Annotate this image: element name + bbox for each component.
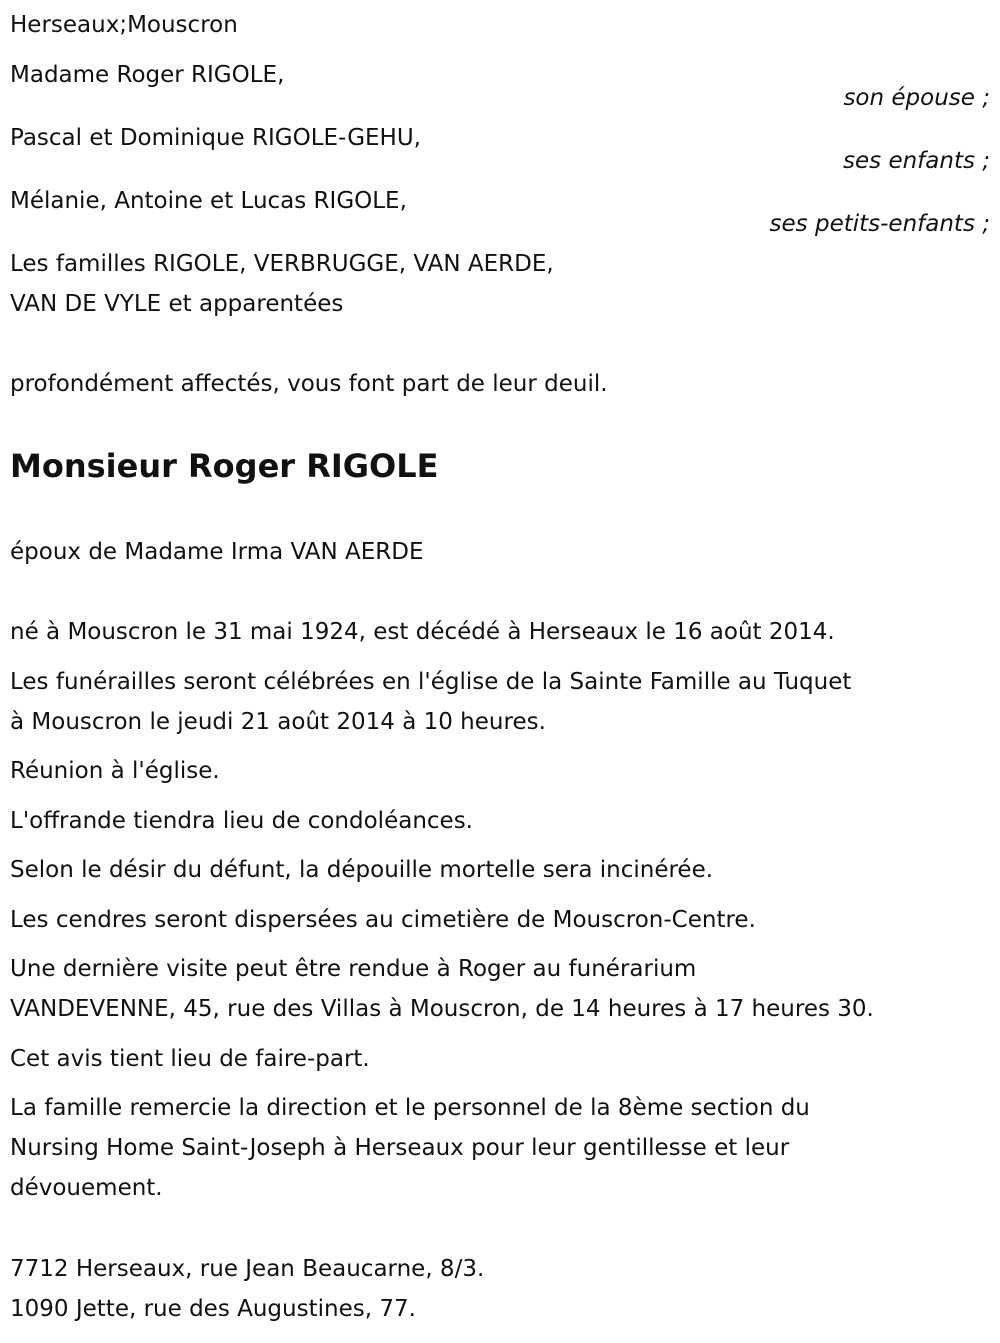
family-member-relation: ses petits-enfants ; [769,211,990,237]
address: 7712 Herseaux, rue Jean Beaucarne, 8/3. [10,1256,485,1282]
address: 1090 Jette, rue des Augustines, 77. [10,1296,416,1322]
paragraph: Réunion à l'église. [10,758,220,784]
location: Herseaux;Mouscron [10,12,238,38]
paragraph: à Mouscron le jeudi 21 août 2014 à 10 heures. [10,709,546,735]
paragraph: La famille remercie la direction et le personnel de la 8ème section du [10,1095,810,1121]
deceased-name: Monsieur Roger RIGOLE [10,447,439,485]
paragraph: Cet avis tient lieu de faire-part. [10,1046,370,1072]
paragraph: Selon le désir du défunt, la dépouille mortelle sera incinérée. [10,857,714,883]
family-member-relation: son épouse ; [843,85,990,111]
paragraph: Les funérailles seront célébrées en l'église de la Sainte Famille au Tuquet [10,669,852,695]
spouse-line: époux de Madame Irma VAN AERDE [10,539,424,565]
families-line: VAN DE VYLE et apparentées [10,291,344,317]
paragraph: Les cendres seront dispersées au cimetière de Mouscron-Centre. [10,907,756,933]
family-member-name: Pascal et Dominique RIGOLE-GEHU, [10,125,421,151]
family-member-name: Madame Roger RIGOLE, [10,62,285,88]
paragraph: VANDEVENNE, 45, rue des Villas à Mouscron, de 14 heures à 17 heures 30. [10,996,874,1022]
announcement: profondément affectés, vous font part de leur deuil. [10,371,608,397]
paragraph: dévouement. [10,1175,163,1201]
paragraph: Nursing Home Saint-Joseph à Herseaux pour leur gentillesse et leur [10,1135,790,1161]
families-line: Les familles RIGOLE, VERBRUGGE, VAN AERDE, [10,251,554,277]
paragraph: Une dernière visite peut être rendue à Roger au funérarium [10,956,697,982]
paragraph: L'offrande tiendra lieu de condoléances. [10,808,473,834]
family-member-relation: ses enfants ; [843,148,990,174]
paragraph: né à Mouscron le 31 mai 1924, est décédé à Herseaux le 16 août 2014. [10,619,835,645]
family-member-name: Mélanie, Antoine et Lucas RIGOLE, [10,188,407,214]
